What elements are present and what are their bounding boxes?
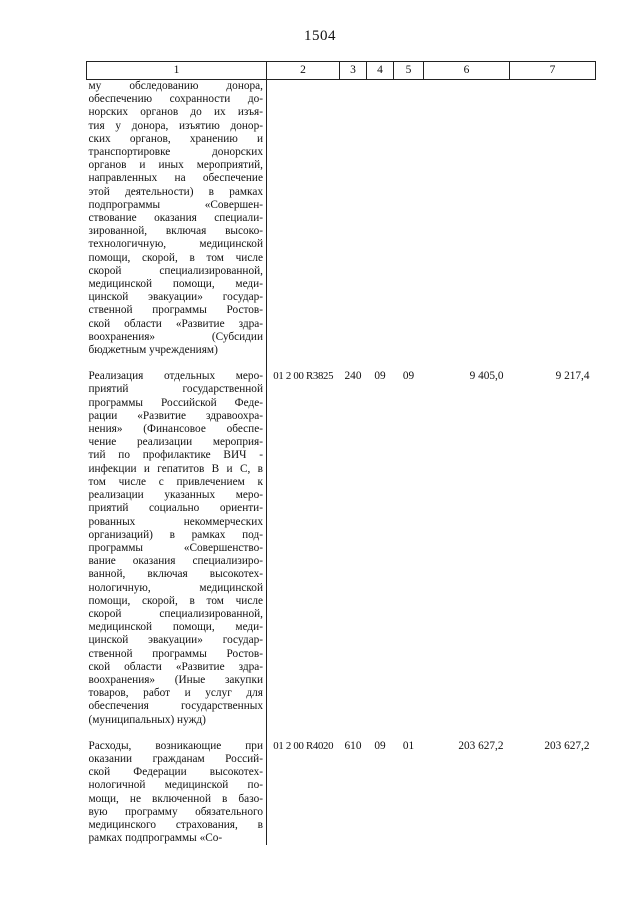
description-line: рации «Развитие здравоохра- (88, 409, 263, 422)
spacer-cell (424, 357, 510, 370)
description-line: скорой специализированной, (88, 264, 263, 277)
description-line: том числе с привлечением к (88, 475, 263, 488)
column-header-5: 5 (394, 62, 424, 80)
description-line: ственной программы Ростов- (88, 304, 263, 317)
amount-column-7: 203 627,2 (544, 739, 590, 752)
spacer-cell (510, 357, 596, 370)
description-line: цинской эвакуации» государ- (88, 634, 263, 647)
description-line: подпрограммы «Совершен- (88, 198, 263, 211)
subsection-code: 01 (402, 739, 415, 752)
spacer-cell (510, 727, 596, 740)
description-line: направленных на обеспечение (88, 172, 263, 185)
column-header-1: 1 (87, 62, 267, 80)
spacer-cell (87, 357, 267, 370)
section-code (367, 80, 394, 358)
description-line: медицинской помощи, меди- (88, 278, 263, 291)
description-line: технологичную, медицинской (88, 238, 263, 251)
amount-column-6 (424, 80, 510, 358)
description-line: ской области «Развитие здра- (88, 317, 263, 330)
description-line: приятий социально ориенти- (88, 502, 263, 515)
description-line: цинской эвакуации» государ- (88, 291, 263, 304)
expense-type-code (340, 80, 367, 358)
description-line: воохранения» (Иные закупки (88, 673, 263, 686)
description-line: обеспечения государственных (88, 700, 263, 713)
amount-column-6: 203 627,2 (458, 739, 504, 752)
description-line: ствование оказания специали- (88, 212, 263, 225)
description-line: рамках подпрограммы «Со- (88, 832, 223, 845)
description-line: тия у донора, изъятию донор- (88, 119, 263, 132)
expense-type-code: 240 (344, 370, 362, 383)
description-line: оказании гражданам Россий- (88, 752, 263, 765)
spacer-cell (267, 357, 340, 370)
row-description (87, 80, 267, 358)
spacer-cell (340, 357, 367, 370)
budget-table (86, 61, 596, 845)
description-line: ских органов, хранению и (88, 132, 263, 145)
description-line: транспортировке донорских (88, 146, 263, 159)
description-line: му обследованию донора, (88, 80, 263, 92)
description-line: норских органов до их изъя- (88, 106, 263, 119)
column-header-3: 3 (340, 62, 367, 80)
spacer-cell (367, 357, 394, 370)
description-line: ственной программы Ростов- (88, 647, 263, 660)
description-line: бюджетным учреждениям) (88, 344, 218, 357)
description-line: приятий государственной (88, 383, 263, 396)
description-line: тий по профилактике ВИЧ - (88, 449, 263, 462)
description-line: инфекции и гепатитов В и С, в (88, 462, 263, 475)
description-line: воохранения» (Субсидии (88, 330, 263, 343)
target-article-code (267, 80, 340, 358)
description-line: органов и иных мероприятий, (88, 159, 263, 172)
column-header-2: 2 (267, 62, 340, 80)
spacer-cell (267, 727, 340, 740)
description-line: ской области «Развитие здра- (88, 660, 263, 673)
description-line: скорой специализированной, (88, 607, 263, 620)
description-line: (муниципальных) нужд) (88, 713, 206, 726)
spacer-cell (394, 727, 424, 740)
spacer-cell (340, 727, 367, 740)
subsection-code: 09 (402, 370, 415, 383)
spacer-cell (394, 357, 424, 370)
description-line: вую программу обязательного (88, 805, 263, 818)
description-line: помощи, скорой, в том числе (88, 594, 263, 607)
row-spacer (87, 727, 596, 740)
description-line: этой деятельности) в рамках (88, 185, 263, 198)
description-line: программы Российской Феде- (88, 396, 263, 409)
description-line: Реализация отдельных меро- (88, 370, 263, 383)
table-header (87, 62, 596, 80)
table-row (87, 370, 596, 726)
subsection-code (394, 80, 424, 358)
target-article-code: 01 2 00 R3825 (273, 370, 334, 383)
description-line: программы «Совершенство- (88, 541, 263, 554)
spacer-cell (87, 727, 267, 740)
description-line: чение реализации мероприя- (88, 436, 263, 449)
row-spacer (87, 357, 596, 370)
description-line: ванной, включая высокотех- (88, 568, 263, 581)
target-article-code: 01 2 00 R4020 (273, 739, 334, 752)
description-line: организаций) в рамках под- (88, 528, 263, 541)
description-line: рованных некоммерческих (88, 515, 263, 528)
description-line: медицинской помощи, меди- (88, 621, 263, 634)
row-description (87, 370, 267, 726)
description-line: нологичную, медицинской (88, 581, 263, 594)
page-number: 1504 (304, 28, 336, 44)
expense-type-code: 610 (344, 739, 362, 752)
description-line: ской Федерации высокотех- (88, 766, 263, 779)
column-header-7: 7 (510, 62, 596, 80)
row-description (87, 740, 267, 846)
description-line: обеспечению сохранности до- (88, 93, 263, 106)
amount-column-7 (510, 80, 596, 358)
spacer-cell (424, 727, 510, 740)
column-header-4: 4 (367, 62, 394, 80)
description-line: помощи, скорой, в том числе (88, 251, 263, 264)
table-row (87, 80, 596, 358)
description-line: зированной, включая высоко- (88, 225, 263, 238)
spacer-cell (367, 727, 394, 740)
description-line: мощи, не включенной в базо- (88, 792, 263, 805)
description-line: нения» (Финансовое обеспе- (88, 423, 263, 436)
description-line: товаров, работ и услуг для (88, 687, 263, 700)
amount-column-6: 9 405,0 (469, 370, 504, 383)
description-line: нологичной медицинской по- (88, 779, 263, 792)
header-row (87, 62, 596, 80)
description-line: вание оказания специализиро- (88, 555, 263, 568)
description-line: медицинского страхования, в (88, 818, 263, 831)
column-header-6: 6 (424, 62, 510, 80)
table-row (87, 740, 596, 846)
description-line: Расходы, возникающие при (88, 739, 263, 752)
section-code: 09 (374, 370, 386, 383)
amount-column-7: 9 217,4 (555, 370, 590, 383)
section-code: 09 (374, 739, 386, 752)
description-line: реализации указанных меро- (88, 489, 263, 502)
table-body (87, 80, 596, 846)
